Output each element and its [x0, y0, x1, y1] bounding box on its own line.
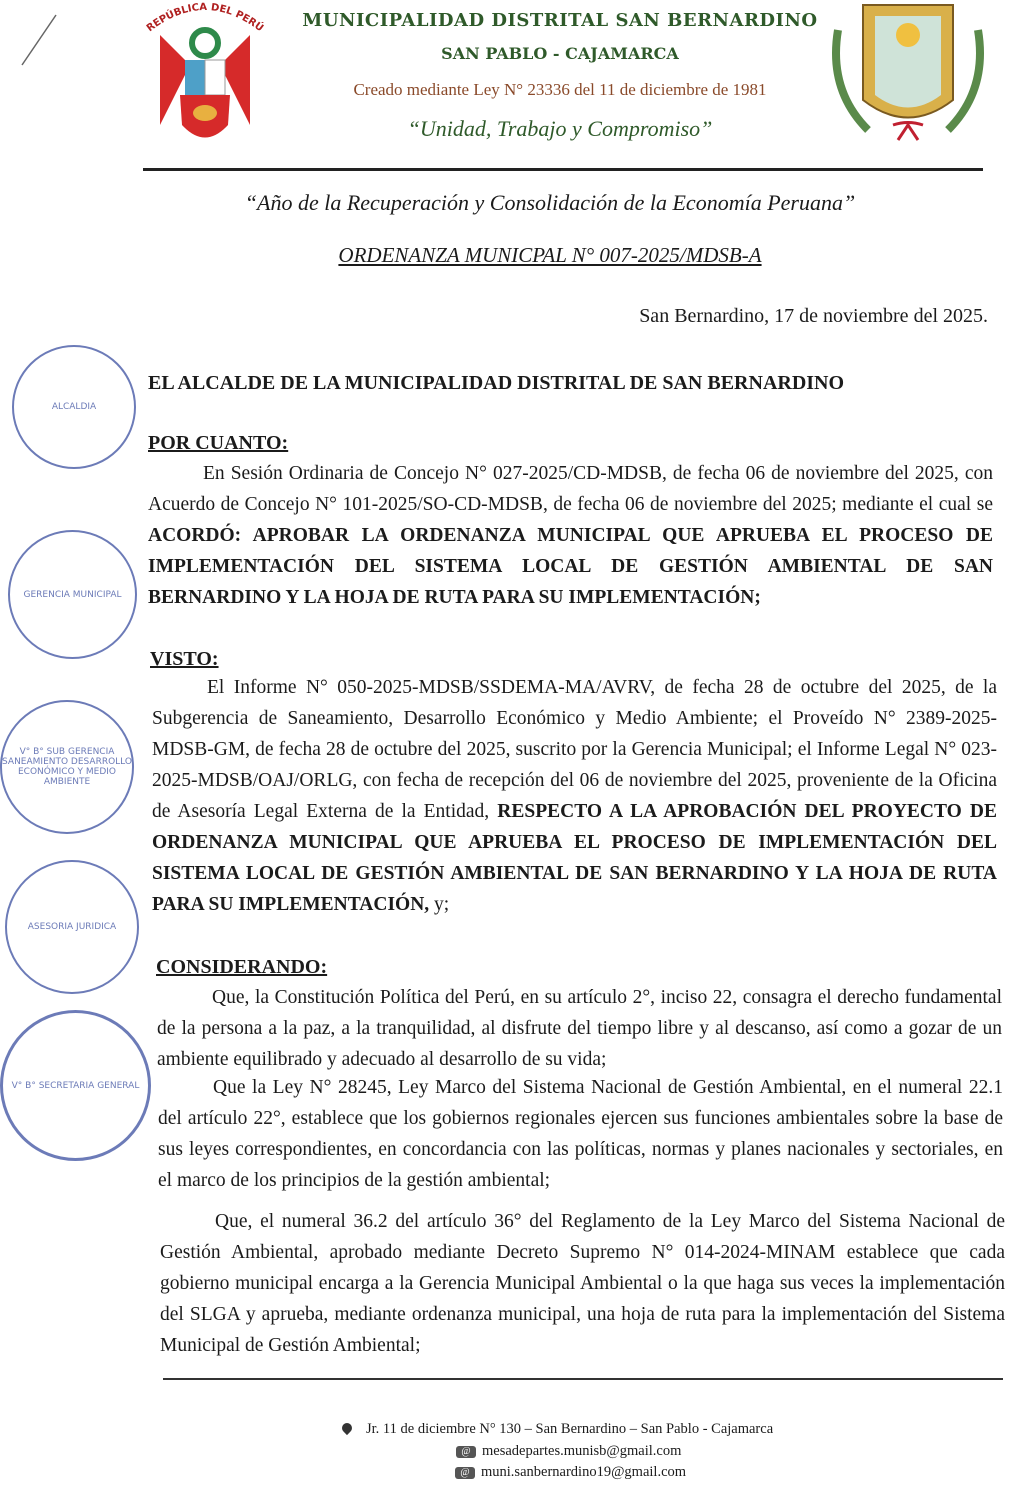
visto-end: y;: [429, 894, 450, 915]
gerencia-municipal-stamp: [8, 530, 137, 659]
alcaldia-stamp: [12, 345, 136, 469]
secretaria-general-stamp: [0, 1010, 151, 1161]
document-title: ORDENANZA MUNICPAL N° 007-2025/MDSB-A: [338, 243, 762, 267]
municipality-location: SAN PABLO - CAJAMARCA: [441, 44, 679, 63]
visto-subject: RESPECTO A LA APROBACIÓN DEL PROYECTO DE ORDENANZA MUNICIPAL QUE APRUEBA EL PROCESO DE IMPLEMENTACIÓN DEL SISTEMA LOCAL DE GESTIÓN AMBIENTAL DE SAN BERNARDINO Y LA HOJA DE RUTA PARA SU IMPLEMENTACIÓN,: [152, 801, 998, 915]
stamp-text: V° B° SECRETARIA GENERAL: [11, 1080, 140, 1091]
peru-coat-of-arms-logo: [130, 0, 280, 160]
email-icon: @: [455, 1467, 475, 1479]
por-cuanto-text: En Sesión Ordinaria de Concejo N° 027-2025/CD-MDSB, de fecha 06 de noviembre del 2025, con Acuerdo de Concejo N° 101-2025/SO-CD-MDSB, de fecha 06 de noviembre del 2025; mediante el cual se: [148, 463, 993, 515]
considerando-heading: CONSIDERANDO:: [156, 956, 328, 978]
footer-email-2: [455, 1464, 686, 1481]
considerando-paragraph-2: Que la Ley N° 28245, Ley Marco del Sistema Nacional de Gestión Ambiental, en el numeral 22.1 del artículo 22°, establece que los gobiernos regionales ejercen sus funciones ambientales sobre la base de sus leyes correspondientes, en concordancia con las políticas, normas y planes nacionales y sectoriales, en el marco de los principios de la gestión ambiental;: [158, 1077, 1003, 1191]
address-text: Jr. 11 de diciembre N° 130 – San Bernardino – San Pablo - Cajamarca: [366, 1421, 774, 1437]
pen-mark: [20, 10, 60, 70]
creation-law: Creado mediante Ley N° 23336 del 11 de diciembre de 1981: [353, 80, 767, 99]
stamp-text: ASESORIA JURIDICA: [27, 922, 117, 932]
footer-divider: [163, 1378, 1003, 1380]
email-text: muni.sanbernardino19@gmail.com: [481, 1464, 687, 1480]
footer-address: [342, 1421, 773, 1438]
coat-of-arms-label-text: REPÚBLICA DEL PERÚ: [144, 1, 266, 35]
subgerencia-stamp: [0, 700, 134, 834]
stamp-text: GERENCIA MUNICIPAL: [23, 589, 122, 600]
considerando-paragraph-3: Que, el numeral 36.2 del artículo 36° del Reglamento de la Ley Marco del Sistema Nacional de Gestión Ambiental, aprobado mediante Decreto Supremo N° 014-2024-MINAM establece que cada gobierno municipal encarga a la Gerencia Municipal Ambiental o la que haga sus veces la implementación del SLGA y aprueba, mediante ordenanza municipal, una hoja de ruta para la implementación del Sistema Municipal de Gestión Ambiental;: [160, 1211, 1005, 1356]
por-cuanto-heading: POR CUANTO:: [148, 432, 289, 454]
email-text: mesadepartes.munisb@gmail.com: [482, 1443, 682, 1459]
year-name: “Año de la Recuperación y Consolidación de la Economía Peruana”: [244, 190, 856, 215]
location-pin-icon: [340, 1421, 354, 1435]
place-date: San Bernardino, 17 de noviembre del 2025.: [639, 305, 988, 327]
considerando-paragraph-1: Que, la Constitución Política del Perú, en su artículo 2°, inciso 22, consagra el derecho fundamental de la persona a la paz, a la tranquilidad, al disfrute del tiempo libre y al descanso, así como a gozar de un ambiente equilibrado y adecuado al desarrollo de su vida;: [157, 987, 1002, 1070]
stamp-text: V° B° SUB GERENCIA SANEAMIENTO DESARROLLO ECONÓMICO Y MEDIO AMBIENTE: [2, 747, 132, 787]
header-divider: [143, 168, 983, 171]
visto-text: El Informe N° 050-2025-MDSB/SSDEMA-MA/AVRV, de fecha 28 de octubre del 2025, de la Subgerencia de Saneamiento, Desarrollo Económico y Medio Ambiente; el Proveído N° 2389-2025-MDSB-GM, de fecha 28 de octubre del 2025, suscrito por la Gerencia Municipal; el Informe Legal N° 023-2025-MDSB/OAJ/ORLG, con fecha de recepción del 06 de noviembre del 2025, proveniente de la Oficina de Asesoría Legal Externa de la Entidad,: [152, 677, 997, 822]
stamp-text: ALCALDIA: [51, 402, 97, 412]
motto: “Unidad, Trabajo y Compromiso”: [407, 116, 713, 141]
san-bernardino-shield-logo: [828, 0, 988, 160]
visto-heading: VISTO:: [150, 648, 219, 670]
municipality-name: MUNICIPALIDAD DISTRITAL SAN BERNARDINO: [302, 10, 818, 31]
por-cuanto-agreement: ACORDÓ: APROBAR LA ORDENANZA MUNICIPAL QUE APRUEBA EL PROCESO DE IMPLEMENTACIÓN DEL SISTEMA LOCAL DE GESTIÓN AMBIENTAL DE SAN BERNARDINO Y LA HOJA DE RUTA PARA SU IMPLEMENTACIÓN;: [148, 525, 993, 608]
addressee: EL ALCALDE DE LA MUNICIPALIDAD DISTRITAL DE SAN BERNARDINO: [148, 372, 845, 394]
email-icon: @: [456, 1446, 476, 1458]
por-cuanto-paragraph: [148, 458, 993, 613]
asesoria-juridica-stamp: [5, 860, 139, 994]
footer-email-1: [456, 1443, 681, 1460]
visto-paragraph: [152, 672, 997, 920]
